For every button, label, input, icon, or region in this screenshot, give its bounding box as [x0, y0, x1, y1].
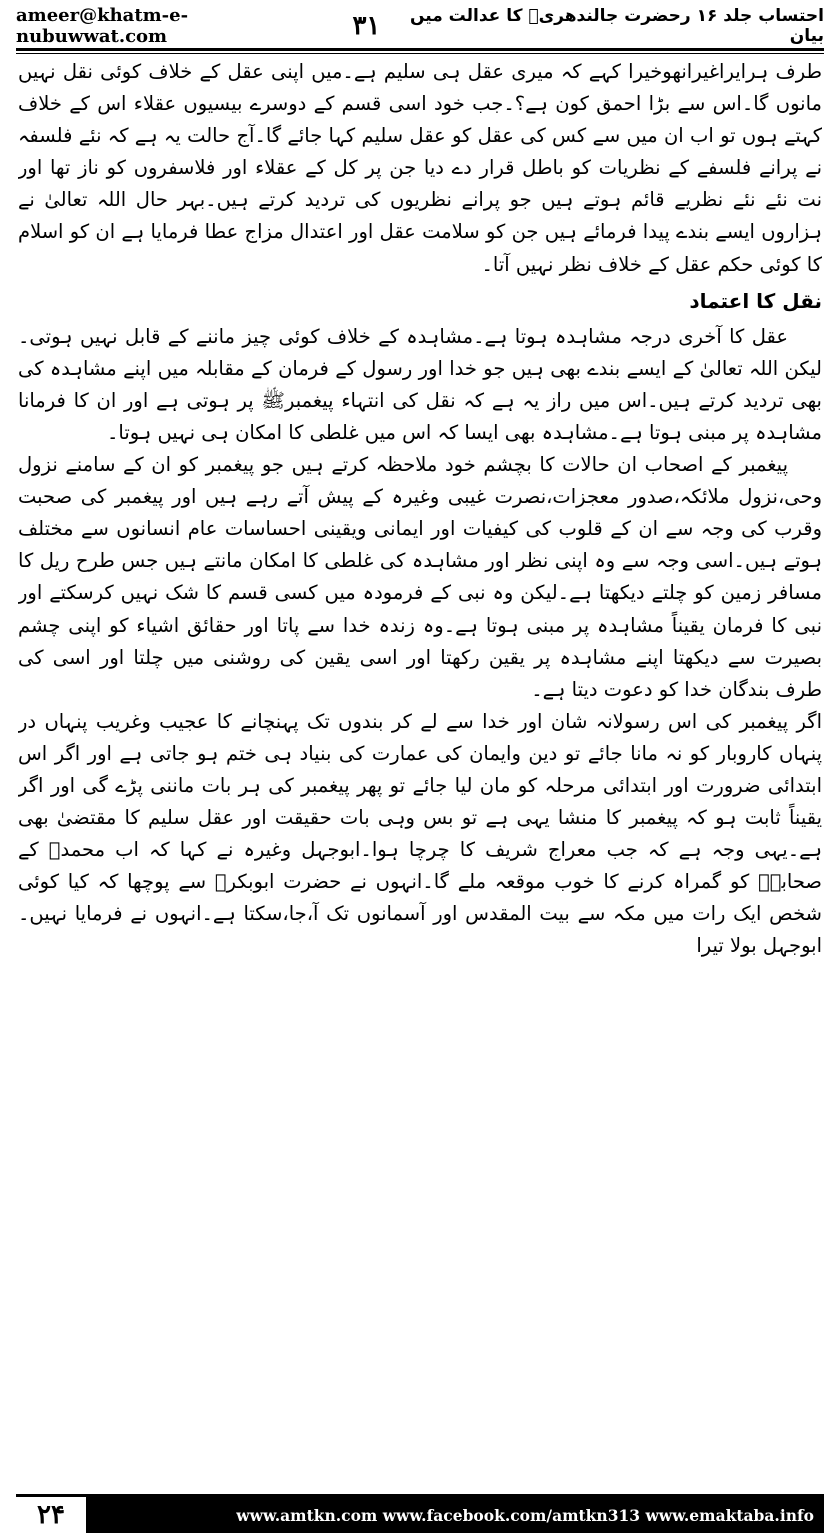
- footer-links: www.amtkn.com www.facebook.com/amtkn313 www.emaktaba.info: [236, 1505, 814, 1525]
- body-paragraph: طرف ہرایراغیرانھوخیرا کہے کہ میری عقل ہی سلیم ہے۔میں اپنی عقل کے خلاف کوئی نقل نہیں مانوں گا۔اس سے بڑا احمق کون ہے؟۔جب خود اسی قسم کے دوسرے بیسیوں عقلاء اس کے خلاف کہتے ہوں تو اب ان میں سے کس کی عقل کو عقل سلیم کہا جائے گا۔آج حالت یہ ہے کہ نئے فلسفہ نے پرانے فلسفے کے نظریات کو باطل قرار دے دیا جن پر کل کے عقلاء اور فلاسفروں کو ناز تھا اور نت نئے نئے نظریے قائم ہوتے ہیں جو پرانے نظریوں کی تردید کرتے ہیں۔بہر حال اللہ تعالیٰ نے ہزاروں ایسے بندے پیدا فرمائے ہیں جن کو سلامت عقل اور اعتدال مزاج عطا فرمایا ہے ان کو اسلام کا کوئی حکم عقل کے خلاف نظر نہیں آتا۔: [18, 60, 822, 276]
- body-paragraph: اگر پیغمبر کی اس رسولانہ شان اور خدا سے لے کر بندوں تک پہنچانے کا عجیب وغریب پنہاں در پنہاں کاروبار کو نہ مانا جائے تو دین وایمان کی عمارت کی بنیاد ہی ختم ہو جاتی ہے اور اگر اس ابتدائی ضرورت اور ابتدائی مرحلہ کو مان لیا جائے تو پھر پیغمبر کی ہر بات ماننی پڑے گی اور اگر یقیناً ثابت ہو کہ پیغمبر کا منشا یہی ہے تو بس وہی بات حقیقت اور عقل سلیم کا مقتضیٰ بھی ہے۔یہی وجہ ہے کہ جب معراج شریف کا چرچا ہوا۔ابوجہل وغیرہ نے کہا کہ اب محمدﷺ کے صحابہؓ کو گمراہ کرنے کا خوب موقعہ ملے گا۔انہوں نے حضرت ابوبکرؓ سے پوچھا کہ کیا کوئی شخص ایک رات میں مکہ سے بیت المقدس اور آسمانوں تک آ،جا،سکتا ہے۔انہوں نے فرمایا نہیں۔ابوجہل بولا تیرا: [18, 709, 822, 958]
- page-body: [18, 56, 822, 1480]
- header-rule-thin: [16, 53, 824, 54]
- header-page-number: ۳۱: [352, 11, 381, 41]
- header-left: [16, 5, 380, 47]
- footer-page-number: ۲۴: [37, 1500, 65, 1530]
- page-header: [16, 6, 824, 46]
- body-paragraph: پیغمبر کے اصحاب ان حالات کا بچشم خود ملاحظہ کرتے ہیں جو پیغمبر کو ان کے سامنے نزول وحی،نزول ملائکہ،صدور معجزات،نصرت غیبی وغیرہ کے پیش آتے رہے ہیں اور پیغمبر کی صحبت وقرب کی وجہ سے ان کے قلوب کی کیفیات اور ایمانی ویقینی احساسات عام انسانوں سے مختلف ہوتے ہیں۔اسی وجہ سے وہ اپنی نظر اور مشاہدہ کی غلطی کا امکان مانتے ہیں جس طرح ریل کا مسافر زمین کو چلتے دیکھتا ہے۔لیکن وہ نبی کے فرمودہ میں کسی قسم کا شک نہیں کرسکتے اور نبی کا فرمان یقیناً مشاہدہ پر مبنی ہوتا ہے۔وہ زندہ خدا سے پاتا اور حقائق اشیاء کو اپنی چشم بصیرت سے دیکھتا اپنے مشاہدہ پر یقین رکھتا اور اسی یقین کی روشنی میں چلتا اور اسی کی طرف بندگان خدا کو دعوت دیتا ہے۔: [18, 453, 822, 701]
- header-email: ameer@khatm-e-nubuwwat.com: [16, 5, 189, 47]
- section-heading: نقل کا اعتماد: [689, 288, 822, 313]
- header-rule-thick: [16, 48, 824, 51]
- body-paragraph: عقل کا آخری درجہ مشاہدہ ہوتا ہے۔مشاہدہ کے خلاف کوئی چیز ماننے کے قابل نہیں ہوتی۔لیکن اللہ تعالیٰ کے ایسے بندے بھی ہیں جو خدا اور رسول کے فرمان کے مقابلہ میں اپنے مشاہدہ کی بھی تردید کرتے ہیں۔اس میں راز یہ ہے کہ نقل کی انتہاء پیغمبرﷺ پر ہوتی ہے اور ان کا فرمانا مشاہدہ پر مبنی ہوتا ہے۔مشاہدہ بھی ایسا کہ اس میں غلطی کا امکان ہی نہیں ہوتا۔: [18, 324, 822, 444]
- footer-links-bar: [86, 1497, 824, 1533]
- page-footer: [16, 1494, 824, 1533]
- running-title: احتساب جلد ۱۶ رحضرت جالندھریؒ کا عدالت میں بیان: [409, 6, 824, 46]
